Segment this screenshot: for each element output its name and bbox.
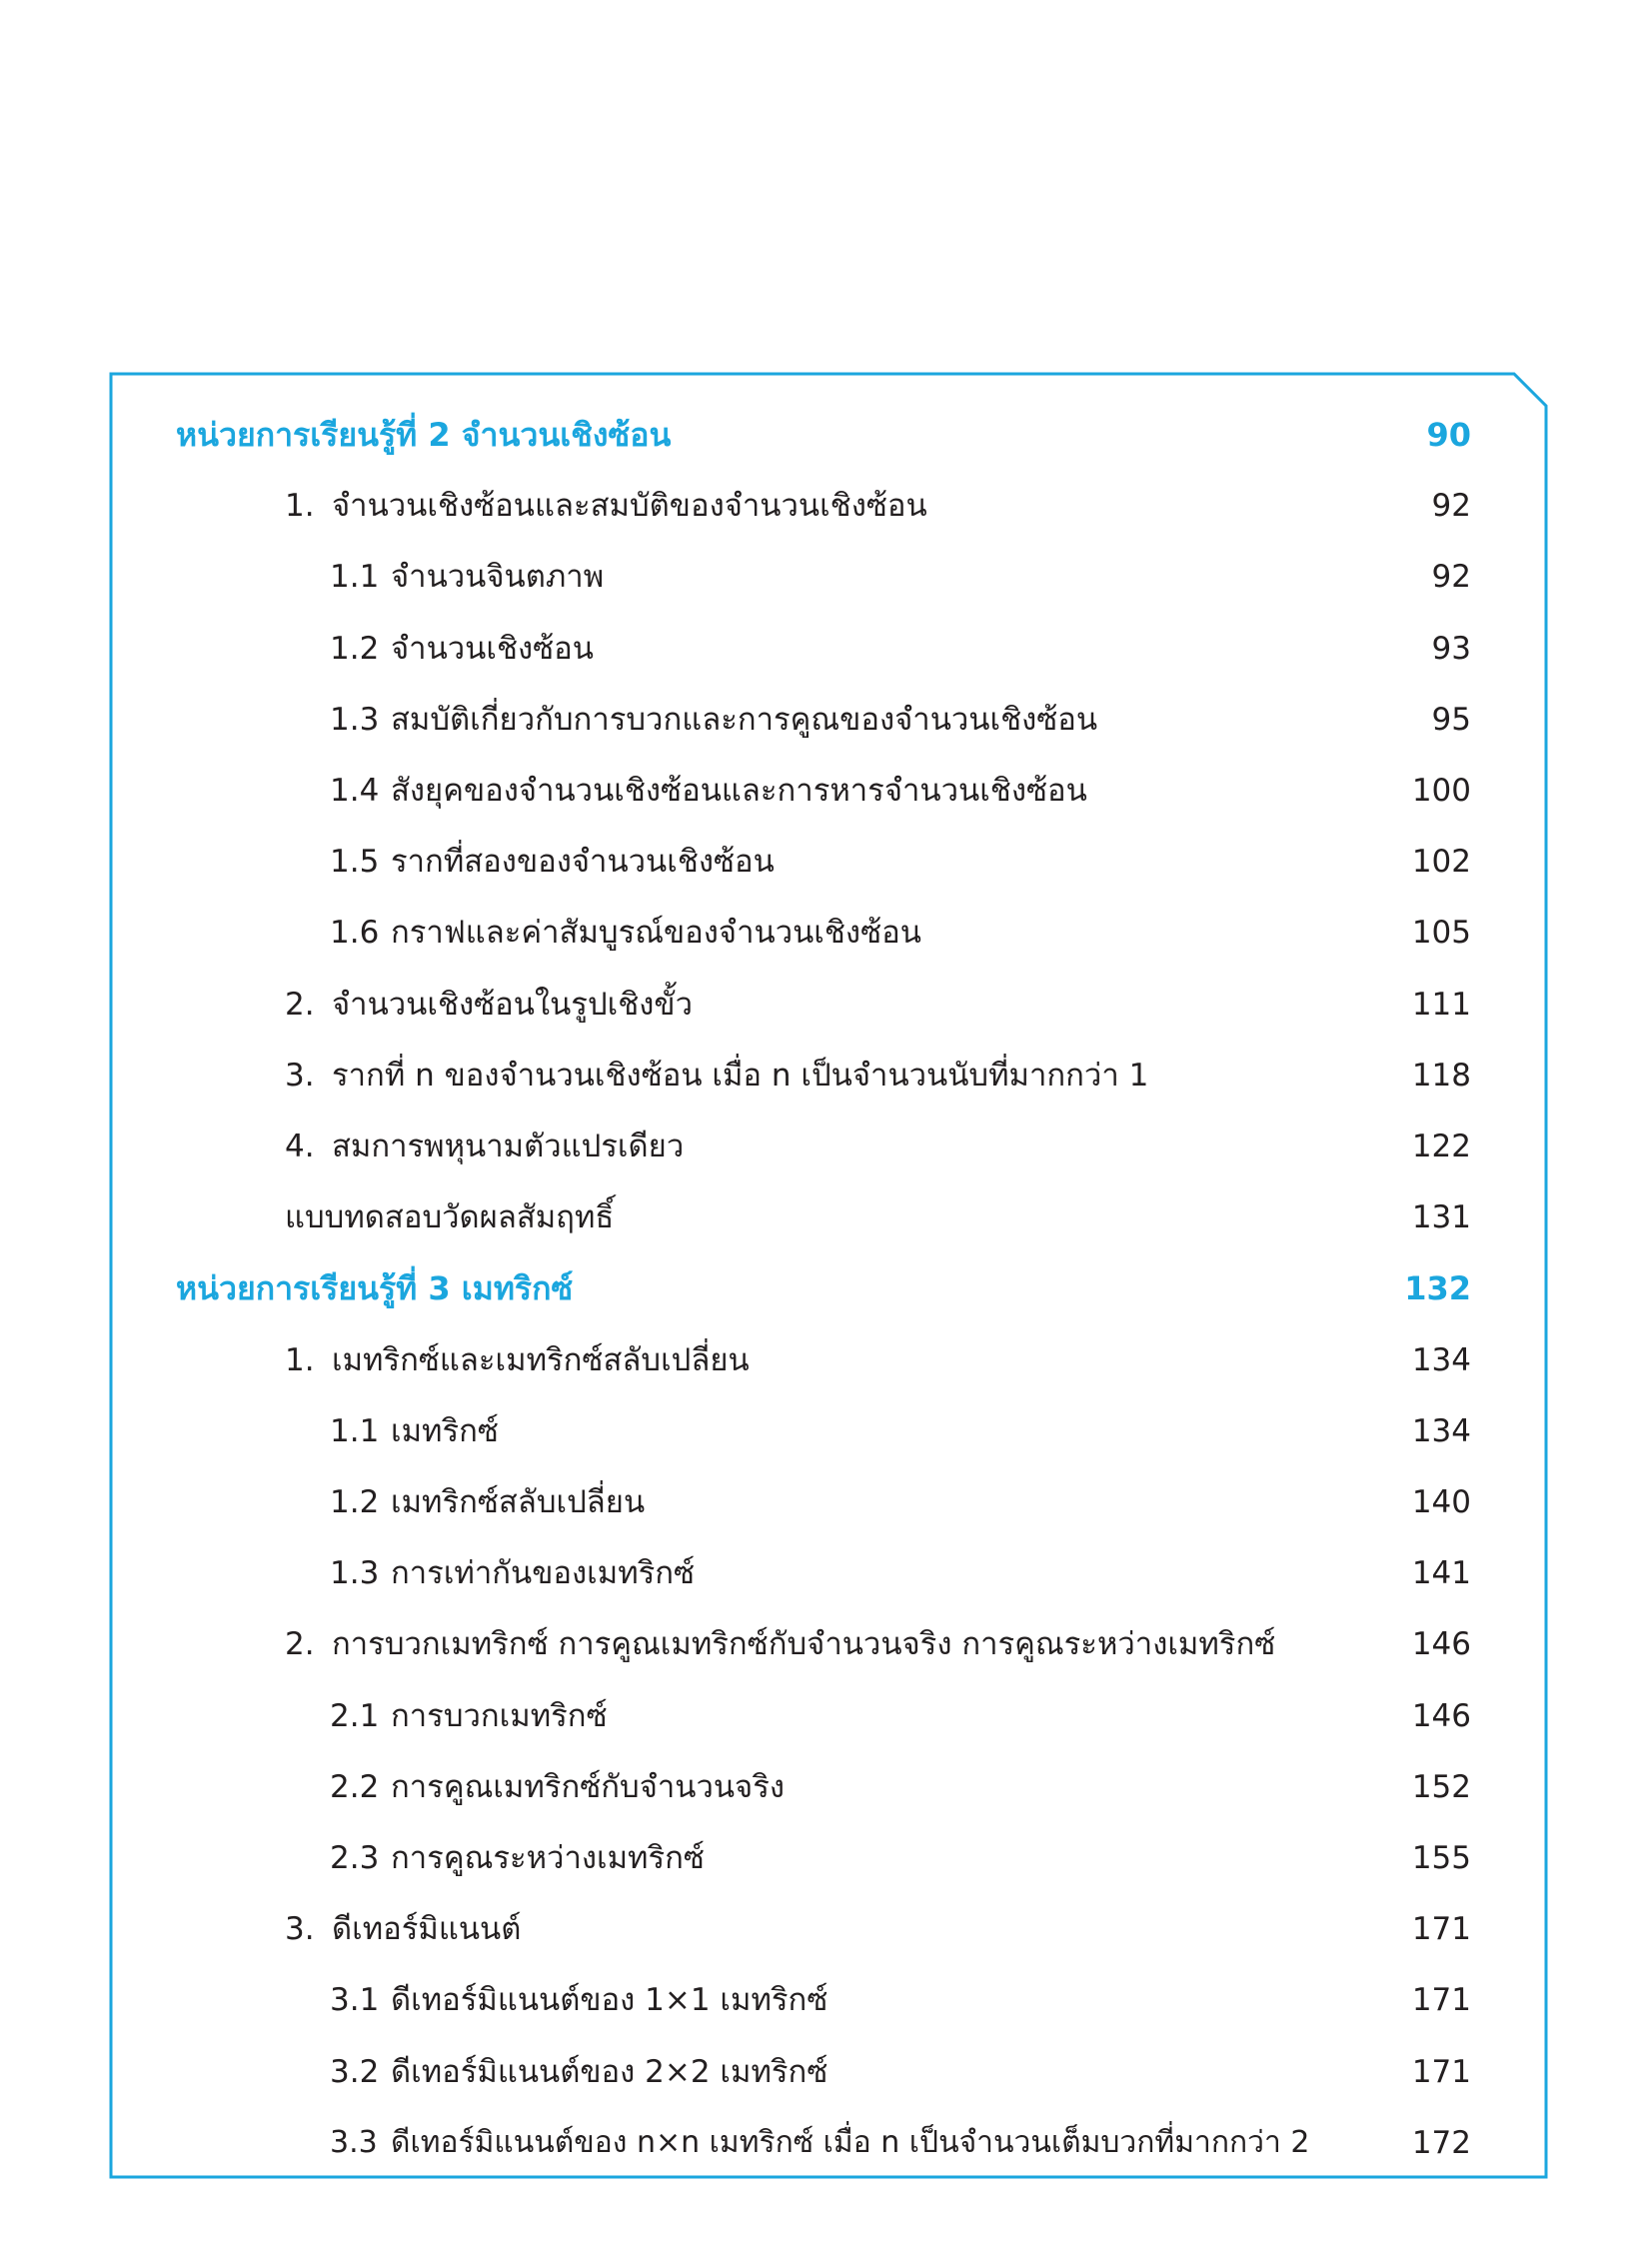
toc-entry-title: สมบัติเกี่ยวกับการบวกและการคูณของจำนวนเชิงซ้อน — [391, 701, 1098, 738]
toc-entry — [0, 1970, 1652, 2030]
toc-page-number: 90 — [1426, 416, 1471, 454]
toc-entry — [0, 1614, 1652, 1674]
toc-entry — [0, 1757, 1652, 1817]
toc-entry-label — [330, 903, 921, 963]
toc-entry-title: การบวกเมทริกซ์ — [391, 1697, 608, 1734]
toc-entry-number: 2.3 — [330, 1840, 380, 1876]
toc-page-number: 172 — [1411, 2124, 1471, 2161]
toc-entry-title: สังยุคของจำนวนเชิงซ้อนและการหารจำนวนเชิงซ้อน — [391, 773, 1087, 809]
toc-entry — [0, 1117, 1652, 1176]
toc-entry-number: 1.1 — [330, 559, 380, 596]
toc-unit-heading — [0, 1258, 1652, 1318]
toc-entry-number: 1.5 — [330, 844, 380, 881]
toc-entry-number: 3.2 — [330, 2053, 380, 2090]
toc-entry — [0, 2113, 1652, 2173]
toc-page-number: 105 — [1411, 915, 1471, 952]
toc-entry-label — [330, 690, 1097, 750]
toc-entry — [0, 1401, 1652, 1461]
toc-entry — [0, 476, 1652, 536]
toc-entry-title: ดีเทอร์มิแนนต์ของ 1×1 เมทริกซ์ — [391, 1982, 828, 2019]
toc-page-number: 134 — [1411, 1412, 1471, 1449]
toc-entry — [0, 1472, 1652, 1532]
toc-page-number: 146 — [1411, 1697, 1471, 1734]
toc-entry-number: 1.2 — [330, 630, 380, 667]
toc-page-number: 131 — [1411, 1199, 1471, 1236]
toc-entry-label — [176, 1258, 573, 1318]
toc-entry-label — [330, 1472, 645, 1532]
toc-entry — [0, 1187, 1652, 1247]
toc-page-number: 155 — [1411, 1840, 1471, 1876]
toc-entry-number: 1.3 — [330, 1555, 380, 1592]
toc-entry-label — [330, 1686, 608, 1746]
toc-page-number: 102 — [1411, 844, 1471, 881]
toc-page-number: 118 — [1411, 1057, 1471, 1094]
toc-entry-label — [330, 2042, 827, 2102]
toc-entry-label — [285, 476, 927, 536]
toc-page-number: 140 — [1411, 1484, 1471, 1520]
toc-entry-label — [330, 1757, 785, 1817]
toc-entry-number: 1.1 — [330, 1412, 380, 1449]
toc-entry-number: 3. — [285, 1057, 315, 1094]
toc-entry — [0, 1899, 1652, 1959]
toc-page-number: 95 — [1431, 701, 1471, 738]
toc-page-number: 146 — [1411, 1626, 1471, 1663]
toc-entry-title: เมทริกซ์สลับเปลี่ยน — [391, 1484, 646, 1520]
toc-entry-title: รากที่ n ของจำนวนเชิงซ้อน เมื่อ n เป็นจำนวนนับที่มากกว่า 1 — [332, 1057, 1149, 1094]
toc-entry-label — [330, 547, 604, 607]
toc-entry-label — [330, 1543, 695, 1603]
toc-entry-label — [285, 1330, 750, 1390]
toc-entry-label — [330, 1828, 705, 1888]
toc-entry — [0, 975, 1652, 1035]
toc-entry-title: การเท่ากันของเมทริกซ์ — [391, 1555, 696, 1592]
toc-entry-title: หน่วยการเรียนรู้ที่ 3 เมทริกซ์ — [176, 1269, 574, 1308]
toc-entry-number: 3.1 — [330, 1982, 380, 2019]
toc-entry — [0, 903, 1652, 963]
toc-entry — [0, 2042, 1652, 2102]
toc-entry — [0, 1828, 1652, 1888]
toc-entry-number: 1.3 — [330, 701, 380, 738]
toc-page-number: 171 — [1411, 1911, 1471, 1948]
toc-page-number: 93 — [1431, 630, 1471, 667]
toc-entry — [0, 832, 1652, 892]
toc-page-number: 92 — [1431, 488, 1471, 525]
toc-entry-number: 4. — [285, 1129, 315, 1164]
toc-entry-title: แบบทดสอบวัดผลสัมฤทธิ์ — [285, 1199, 615, 1236]
toc-entry-title: จำนวนเชิงซ้อน — [391, 630, 594, 667]
toc-entry-number: 2. — [285, 986, 315, 1023]
toc-entry-label — [285, 1187, 614, 1247]
toc-entry-number: 1.4 — [330, 773, 380, 809]
toc-page-number: 132 — [1404, 1269, 1471, 1308]
toc-unit-heading — [0, 405, 1652, 465]
toc-entry-title: ดีเทอร์มิแนนต์ — [332, 1911, 522, 1948]
toc-entry-label — [285, 1046, 1148, 1106]
toc-page-number: 134 — [1411, 1341, 1471, 1378]
toc-entry-label — [285, 1899, 521, 1959]
toc-page-number: 171 — [1411, 1982, 1471, 2019]
toc-entry-label — [330, 1401, 499, 1461]
toc-entry-label — [330, 1970, 827, 2030]
toc-entry-number: 2.2 — [330, 1768, 380, 1805]
toc-page-number: 100 — [1411, 773, 1471, 809]
toc-entry — [0, 547, 1652, 607]
toc-entry-title: ดีเทอร์มิแนนต์ของ n×n เมทริกซ์ เมื่อ n เป็นจำนวนเต็มบวกที่มากกว่า 2 — [391, 2124, 1310, 2160]
toc-entry-title: เมทริกซ์ — [391, 1412, 499, 1449]
toc-entry-number: 3. — [285, 1911, 315, 1948]
toc-entry-number: 1. — [285, 1341, 315, 1378]
toc-entry — [0, 619, 1652, 679]
toc-entry-title: กราฟและค่าสัมบูรณ์ของจำนวนเชิงซ้อน — [391, 915, 921, 952]
toc-entry-title: หน่วยการเรียนรู้ที่ 2 จำนวนเชิงซ้อน — [176, 416, 672, 454]
toc-entry — [0, 761, 1652, 821]
toc-entry — [0, 690, 1652, 750]
toc-entry — [0, 1543, 1652, 1603]
toc-entry-label — [330, 832, 775, 892]
toc-entry-label — [330, 761, 1087, 821]
toc-entry — [0, 1686, 1652, 1746]
toc-entry-number: 1.2 — [330, 1484, 380, 1520]
toc-entry-label — [285, 1117, 684, 1176]
toc-entry-number: 2. — [285, 1626, 315, 1663]
toc-entry-number: 1.6 — [330, 915, 380, 952]
toc-entry-title: เมทริกซ์และเมทริกซ์สลับเปลี่ยน — [332, 1341, 750, 1378]
toc-page-number: 152 — [1411, 1768, 1471, 1805]
toc-page-number: 122 — [1411, 1129, 1471, 1164]
toc-entry-label — [285, 1614, 1275, 1674]
toc-entry-title: จำนวนเชิงซ้อนในรูปเชิงขั้ว — [332, 986, 694, 1023]
toc-entry-title: จำนวนจินตภาพ — [391, 559, 605, 596]
toc-page-number: 111 — [1411, 986, 1471, 1023]
toc-entry — [0, 1046, 1652, 1106]
toc-page-number: 171 — [1411, 2053, 1471, 2090]
toc-entry-number: 1. — [285, 488, 315, 525]
toc-entry-label — [330, 2113, 1309, 2173]
toc-entry-number: 3.3 — [330, 2124, 378, 2160]
toc-entry-label — [285, 975, 693, 1035]
toc-entry-title: รากที่สองของจำนวนเชิงซ้อน — [391, 844, 775, 881]
toc-entry-title: ดีเทอร์มิแนนต์ของ 2×2 เมทริกซ์ — [391, 2053, 828, 2090]
toc-entry-title: สมการพหุนามตัวแปรเดียว — [332, 1129, 685, 1164]
toc-entry-title: การบวกเมทริกซ์ การคูณเมทริกซ์กับจำนวนจริง การคูณระหว่างเมทริกซ์ — [332, 1626, 1276, 1663]
toc-entry-number: 2.1 — [330, 1697, 380, 1734]
toc-page-number: 141 — [1411, 1555, 1471, 1592]
toc-entry — [0, 1330, 1652, 1390]
toc-entry-title: จำนวนเชิงซ้อนและสมบัติของจำนวนเชิงซ้อน — [332, 488, 927, 525]
toc-page-number: 92 — [1431, 559, 1471, 596]
toc-entry-label — [330, 619, 594, 679]
toc-entry-title: การคูณระหว่างเมทริกซ์ — [391, 1840, 705, 1876]
toc-entry-label — [176, 405, 671, 465]
toc-entry-title: การคูณเมทริกซ์กับจำนวนจริง — [391, 1768, 786, 1805]
